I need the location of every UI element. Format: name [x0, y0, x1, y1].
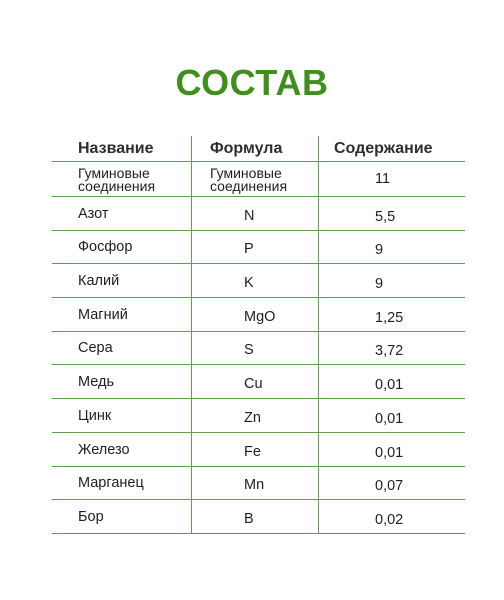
row-formula: N — [191, 197, 318, 230]
header-content: Содержание — [318, 136, 465, 161]
table-header-row — [52, 130, 465, 162]
row-formula: MgO — [191, 298, 318, 331]
header-formula: Формула — [191, 136, 318, 161]
row-content: 0,02 — [318, 500, 465, 533]
page-title: СОСТАВ — [175, 62, 329, 103]
table-row — [52, 162, 465, 197]
row-content: 3,72 — [318, 332, 465, 365]
row-name: Калий — [78, 273, 120, 290]
row-name: Сера — [78, 340, 113, 357]
table-row — [52, 298, 465, 332]
row-name: Медь — [78, 374, 115, 391]
row-name: Гуминовые соединения — [78, 165, 156, 194]
table-row — [52, 231, 465, 265]
row-content: 5,5 — [318, 197, 465, 230]
table-row — [52, 433, 465, 467]
row-content: 9 — [318, 231, 465, 264]
table-row — [52, 500, 465, 534]
header-name: Название — [78, 139, 154, 157]
row-name: Азот — [78, 205, 109, 222]
row-content: 11 — [318, 162, 465, 196]
table-row — [52, 399, 465, 433]
row-name: Марганец — [78, 475, 144, 492]
table-row — [52, 197, 465, 231]
row-content: 0,01 — [318, 433, 465, 466]
composition-table — [52, 130, 465, 534]
row-formula: Zn — [191, 399, 318, 432]
table-row — [52, 264, 465, 298]
row-formula: Mn — [191, 467, 318, 500]
row-name: Магний — [78, 306, 128, 323]
table-row — [52, 467, 465, 501]
row-content: 0,01 — [318, 365, 465, 398]
row-content: 0,07 — [318, 467, 465, 500]
table-row — [52, 332, 465, 366]
row-name: Фосфор — [78, 239, 133, 256]
row-name: Цинк — [78, 407, 112, 424]
row-formula: Cu — [191, 365, 318, 398]
table-row — [52, 365, 465, 399]
row-name: Бор — [78, 508, 104, 525]
row-formula: S — [191, 332, 318, 365]
row-formula: Fe — [191, 433, 318, 466]
row-content: 0,01 — [318, 399, 465, 432]
row-content: 1,25 — [318, 298, 465, 331]
row-formula: Гуминовые соединения — [191, 162, 318, 196]
row-name: Железо — [78, 441, 130, 458]
row-formula: B — [191, 500, 318, 533]
row-content: 9 — [318, 264, 465, 297]
row-formula: K — [191, 264, 318, 297]
row-formula: P — [191, 231, 318, 264]
